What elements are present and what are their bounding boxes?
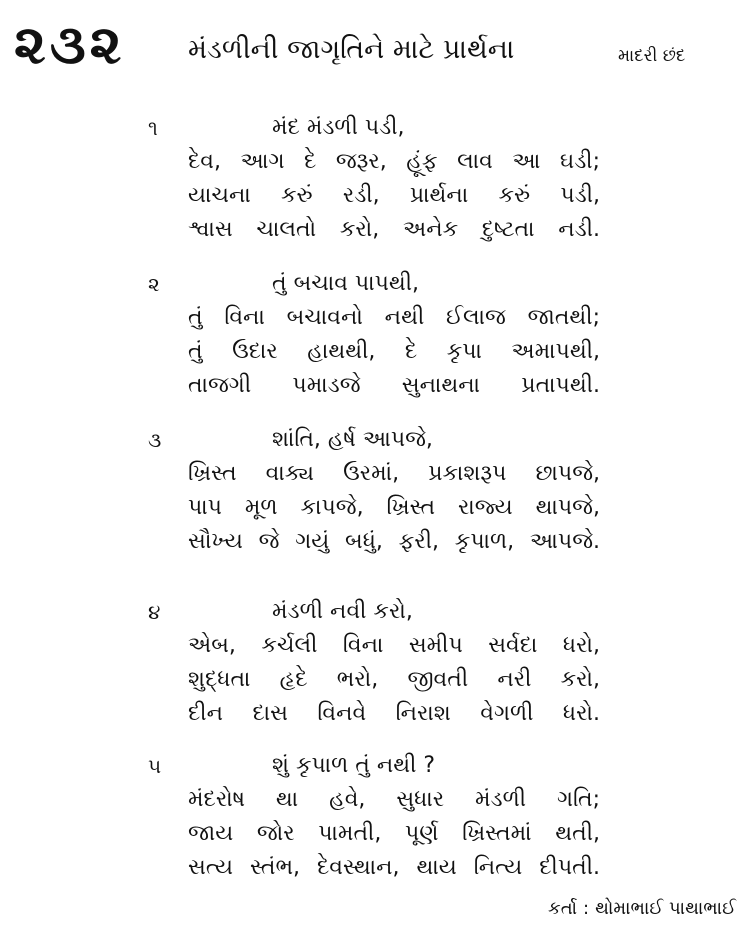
stanza-first-line: શાંતિ, હર્ષ આપજે, xyxy=(272,427,433,452)
meter-label: માદરી છંદ xyxy=(618,46,686,66)
stanza-line: તાજગી પમાડજે સુનાથના પ્રતાપથી. xyxy=(188,373,600,398)
author-name: થોમાભાઈ પાથાભાઈ xyxy=(595,898,736,919)
author-credit xyxy=(548,898,736,920)
stanza-first-line: શું કૃપાળ તું નથી ? xyxy=(272,753,436,778)
stanza-line: જાય જોર પામતી, પૂર્ણ ખ્રિસ્તમાં થતી, xyxy=(188,821,600,846)
stanza-line: યાચના કરું રડી, પ્રાર્થના કરું પડી, xyxy=(188,183,600,208)
stanza-line: શુદ્ધતા હૃદે ભરો, જીવતી નરી કરો, xyxy=(188,667,600,692)
stanza-line: સત્ય સ્તંભ, દેવસ્થાન, થાય નિત્ય દીપતી. xyxy=(188,855,600,880)
stanza-line: સૌખ્ય જે ગયું બધું, ફરી, કૃપાળ, આપજે. xyxy=(188,529,600,554)
stanza-line: દીન દાસ વિનવે નિરાશ વેગળી ધરો. xyxy=(188,701,600,726)
author-separator: : xyxy=(583,898,590,919)
stanza-line: એબ, કર્ચલી વિના સમીપ સર્વદા ધરો, xyxy=(188,633,600,658)
stanza-line: મંદરોષ થા હવે, સુધાર મંડળી ગતિ; xyxy=(188,787,600,812)
stanza-line: ખ્રિસ્ત વાક્ય ઉરમાં, પ્રકાશરૂપ છાપજે, xyxy=(188,461,600,486)
stanza-first-line: તું બચાવ પાપથી, xyxy=(272,271,420,296)
stanza-number: ૧ xyxy=(148,116,158,140)
stanza-first-line: મંદ મંડળી પડી, xyxy=(272,115,405,140)
stanza-line: શ્વાસ ચાલતો કરો, અનેક દુષ્ટતા નડી. xyxy=(188,217,600,242)
stanza-line: તું વિના બચાવનો નથી ઈલાજ જાતથી; xyxy=(188,305,600,330)
stanza-line: તું ઉદાર હાથથી, દે કૃપા અમાપથી, xyxy=(188,339,600,364)
stanza-number: ૨ xyxy=(148,272,160,296)
stanza-line: દેવ, આગ દે જરૂર, હૂંફ લાવ આ ઘડી; xyxy=(188,149,600,174)
author-label: કર્તા xyxy=(547,898,578,919)
stanza-line: પાપ મૂળ કાપજે, ખ્રિસ્ત રાજ્ય થાપજે, xyxy=(188,495,600,520)
hymn-title: મંડળીની જાગૃતિને માટે પ્રાર્થના xyxy=(188,34,515,65)
stanza-number: ૪ xyxy=(148,600,161,624)
stanza-number: ૫ xyxy=(148,754,162,778)
stanza-number: ૩ xyxy=(148,428,162,452)
stanza-first-line: મંડળી નવી કરો, xyxy=(272,599,413,624)
hymn-number: ૨૩૨ xyxy=(14,13,126,76)
